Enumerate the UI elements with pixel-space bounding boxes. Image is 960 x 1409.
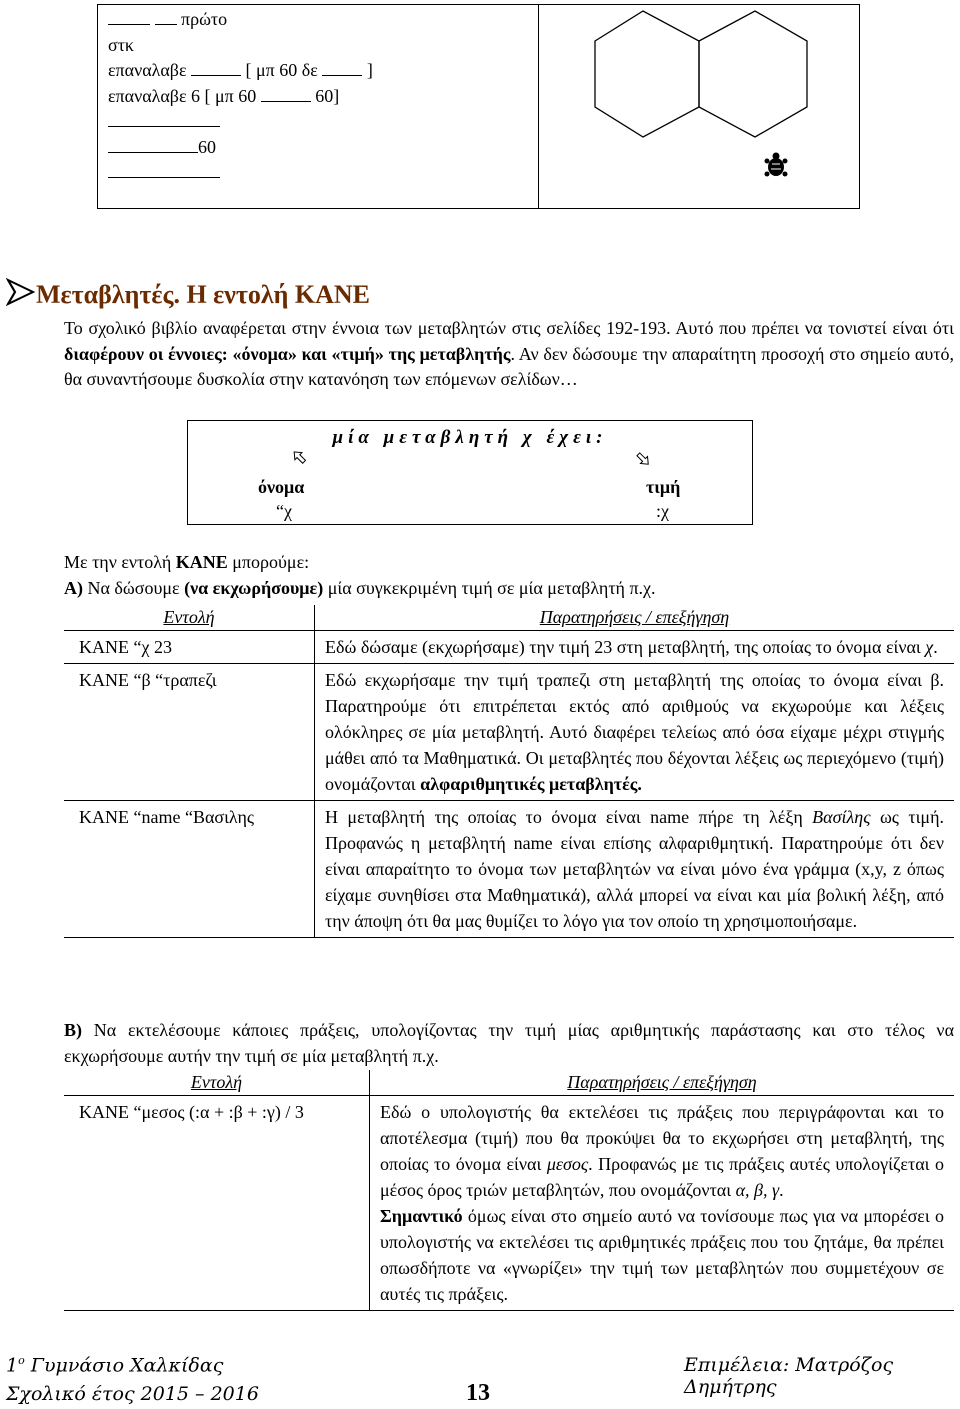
code-line: επαναλαβε 6 [ μπ 60 60] <box>108 85 340 106</box>
name-label: όνομα <box>258 477 305 497</box>
table-header <box>64 605 954 631</box>
notes-cell: Εδώ ο υπολογιστής θα εκτελέσει τις πράξεις που περιγράφονται και το αποτέλεσμα (τιμή) που θα προκύψει θα το εκχωρήσει στη μεταβλητή, της οποίας το όνομα είναι μεσος. Προφανώς με τις πράξεις αυτές υπολογίζεται ο μέσος όρος τριών μεταβλητών, που ονομάζονται α, β, γ. Σημαντικό όμως είναι στο σημείο αυτό να τονίσουμε πως για να μπορέσει ο υπολογιστής να εκτελέσει τις αριθμητικές πράξεις που του ζητάμε, θα πρέπει οπωσδήποτε να «γνωρίζει» την τιμή των μεταβλητών που συμμετέχουν σε αυτές τις πράξεις. <box>370 1096 955 1311</box>
section-heading <box>6 278 370 310</box>
notes-cell: Η μεταβλητή της οποίας το όνομα είναι name πήρε τη λέξη Βασίλης ως τιμή. Προφανώς η μεταβλητή name είναι επίσης αλφαριθμητική. Παρατηρούμε ότι δεν είναι απαραίτητο το όνομα των μεταβλητών να είναι μόνο ένα γράμμα (x,y, z όπως είχαμε συνηθίσει στα Μαθηματικά), αλλά μπορεί να είναι και μία βολική λέξη, από την άποψη ότι θα μας θυμίζει το λόγο για τον οποίο τη χρησιμοποιήσαμε. <box>315 801 955 938</box>
notes-cell: Εδώ εκχωρήσαμε την τιμή τραπεζι στη μεταβλητή της οποίας το όνομα είναι β. Παρατηρούμε ότι επιτρέπεται εκτός από αριθμούς να εκχωρούμε και λέξεις ολόκληρες σε μία μεταβλητή. Αυτό διαφέρει τελείως από όσα είχαμε μέχρι στιγμής μάθει από τα Μαθηματικά. Οι μεταβλητές που δέχονται λέξεις ως περιεχόμενο (τιμή) ονομάζονται αλφαριθμητικές μεταβλητές. <box>315 664 955 801</box>
hexagons-svg <box>539 5 861 208</box>
column-header-command: Εντολή <box>64 605 315 631</box>
table-header <box>64 1070 954 1096</box>
exercise-code <box>108 7 373 186</box>
code-line <box>108 109 373 135</box>
page-number: 13 <box>466 1380 490 1406</box>
footer-year: Σχολικό έτος 2015 – 2016 <box>6 1383 259 1405</box>
code-line <box>108 160 373 186</box>
arrow-bullet-icon <box>6 278 36 306</box>
column-header-notes: Παρατηρήσεις / επεξήγηση <box>567 1072 757 1092</box>
code-line: στκ <box>108 34 135 55</box>
intro-paragraph: Το σχολικό βιβλίο αναφέρεται στην έννοια των μεταβλητών στις σελίδες 192-193. Αυτό που πρέπει να τονιστεί είναι ότι διαφέρουν οι έννοιες: «όνομα» και «τιμή» της μεταβλητής. Αν δεν δώσουμε την απαραίτητη προσοχή στο σημείο αυτό, θα συναντήσουμε δυσκολία στην κατανόηση των επόμενων σελίδων… <box>64 318 954 389</box>
hexagon-left <box>595 11 699 137</box>
code-line: 60 <box>108 135 373 161</box>
commands-table-b <box>64 1070 954 1311</box>
part-b-paragraph: Β) Να εκτελέσουμε κάποιες πράξεις, υπολογίζοντας την τιμή μίας αριθμητικής παράστασης και στο τέλος να εκχωρήσουμε αυτήν την τιμή σε μία μεταβλητή π.χ. <box>64 1020 954 1066</box>
command-cell: ΚΑΝΕ “β “τραπεζι <box>64 664 315 801</box>
footer-school: $1^o$ Γυμνάσιο Χαλκίδας <box>6 1354 224 1377</box>
commands-table-a <box>64 605 954 938</box>
table-row <box>64 631 954 664</box>
column-header-command: Εντολή <box>64 1070 370 1096</box>
exercise-box <box>97 4 860 209</box>
footer-author: Επιμέλεια: Ματρόζος Δημήτρης <box>684 1354 894 1398</box>
code-line: πρώτο <box>108 7 373 33</box>
table-row <box>64 801 954 938</box>
arrow-down-right-icon <box>636 451 656 469</box>
table-row <box>64 664 954 801</box>
turtle-icon <box>765 153 788 177</box>
arrow-up-left-icon <box>292 451 312 469</box>
variable-diagram-title: μία μεταβλητή χ έχει: <box>332 427 608 448</box>
column-header-notes: Παρατηρήσεις / επεξήγηση <box>539 607 730 627</box>
command-cell: ΚΑΝΕ “name “Βασιλης <box>64 801 315 938</box>
table-row <box>64 1096 954 1311</box>
notes-cell: Εδώ δώσαμε (εκχωρήσαμε) την τιμή 23 στη μεταβλητή, της οποίας το όνομα είναι χ. <box>315 631 955 664</box>
variable-diagram <box>187 420 753 525</box>
code-line: επαναλαβε [ μπ 60 δε ] <box>108 60 373 80</box>
hexagon-drawing <box>538 5 861 208</box>
kane-intro-line: Με την εντολή ΚΑΝΕ μπορούμε: <box>64 552 310 572</box>
value-example: :χ <box>656 501 669 521</box>
hexagon-right <box>699 11 807 137</box>
name-example: “χ <box>276 501 292 521</box>
value-label: τιμή <box>646 477 681 497</box>
command-cell: ΚΑΝΕ “χ 23 <box>64 631 315 664</box>
part-a-line: Α) Να δώσουμε (να εκχωρήσουμε) μία συγκεκριμένη τιμή σε μία μεταβλητή π.χ. <box>64 578 656 598</box>
command-cell: ΚΑΝΕ “μεσος (:α + :β + :γ) / 3 <box>64 1096 370 1311</box>
heading-text: Μεταβλητές. Η εντολή ΚΑΝΕ <box>36 280 371 309</box>
